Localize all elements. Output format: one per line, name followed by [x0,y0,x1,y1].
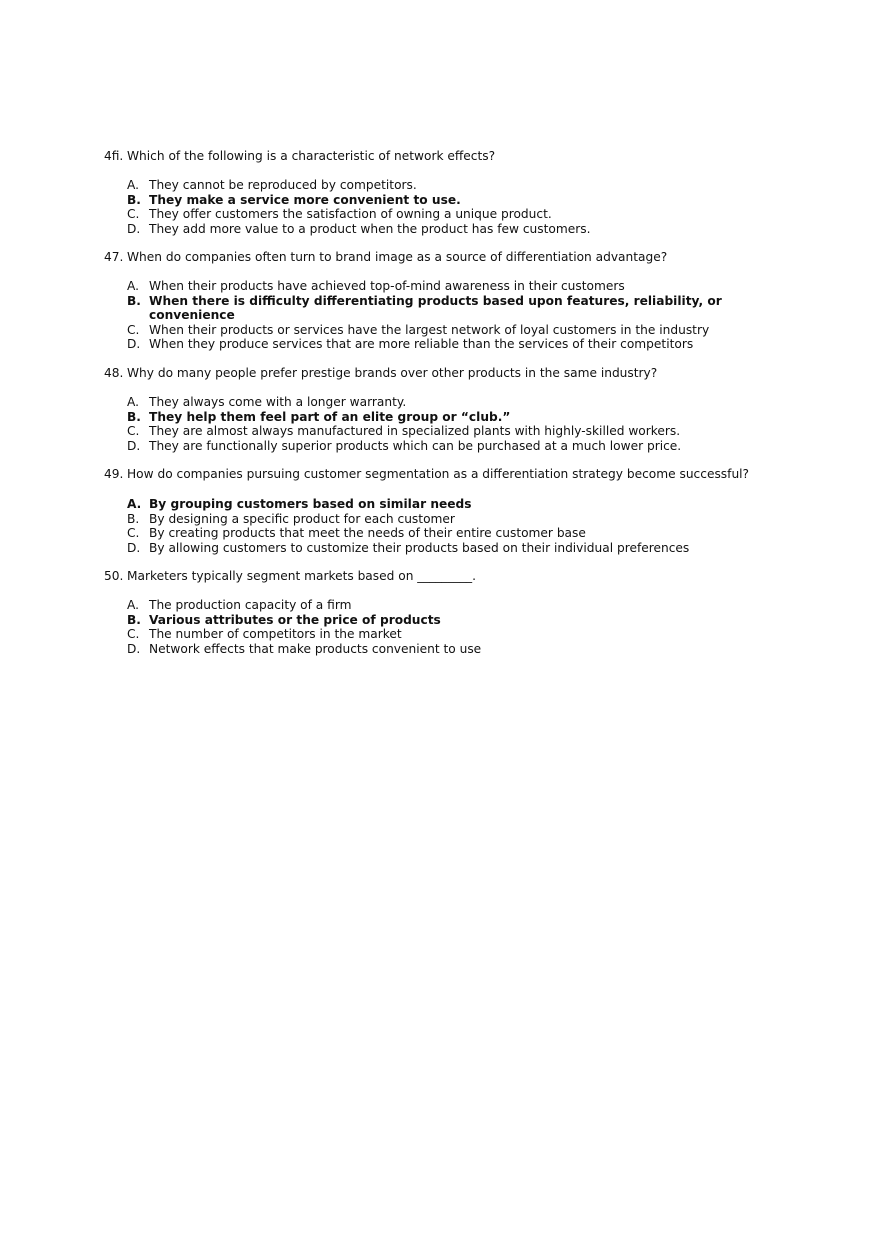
option-text: They are almost always manufactured in specialized plants with highly-skilled workers. [149,424,681,439]
option-text: They make a service more convenient to use. [149,192,461,207]
option-b-correct [127,294,804,323]
option-letter: A. [127,279,139,293]
option-text: When there is difficulty differentiating products based upon features, reliability, or convenience [149,293,722,323]
option-text: They offer customers the satisfaction of owning a unique product. [149,207,552,222]
option-letter: C. [127,424,140,439]
option-c [127,424,804,439]
option-letter: A. [127,395,139,409]
option-letter: A. [127,178,139,192]
question-text: When do companies often turn to brand image as a source of differentiation advantage? [127,250,668,264]
answer-options [104,395,804,453]
option-c [127,207,804,222]
option-letter: D. [127,641,141,656]
option-text: When their products have achieved top-of-mind awareness in their customers [149,279,625,293]
option-d [127,439,804,454]
option-b-correct [127,613,804,628]
option-text: They add more value to a product when the product has few customers. [149,221,591,236]
question-number: 47. [104,250,124,264]
option-text: By allowing customers to customize their products based on their individual preferences [149,540,690,555]
question-47 [104,250,804,352]
answer-options [104,598,804,656]
option-a [127,395,804,410]
option-text: By designing a specific product for each customer [149,511,455,526]
option-text: The production capacity of a firm [149,598,352,612]
option-letter: C. [127,627,140,642]
option-letter: D. [127,337,141,352]
answer-options [104,178,804,236]
question-number: 48. [104,366,124,380]
option-text: By creating products that meet the needs of their entire customer base [149,526,586,541]
option-letter: D. [127,540,141,555]
option-b-correct [127,410,804,425]
question-number: 4fi. [104,149,124,163]
option-a-correct [127,497,804,512]
option-b [127,512,804,527]
question-stem [104,250,804,265]
option-letter: C. [127,526,140,541]
option-letter: C. [127,207,140,222]
option-letter: B. [127,293,141,308]
option-a [127,279,804,294]
option-text: Network effects that make products convenient to use [149,641,482,656]
option-d [127,541,804,556]
question-text: Why do many people prefer prestige brands over other products in the same industry? [127,366,658,380]
option-d [127,642,804,657]
question-stem [104,569,804,584]
option-text: They always come with a longer warranty. [149,395,407,409]
option-a [127,598,804,613]
option-letter: B. [127,511,140,526]
option-text: They help them feel part of an elite group or “club.” [149,409,511,424]
question-49 [104,467,804,555]
option-text: They cannot be reproduced by competitors. [149,178,417,192]
question-46 [104,149,804,236]
question-48 [104,366,804,453]
question-stem [104,467,804,482]
option-c [127,323,804,338]
option-a [127,178,804,193]
option-d [127,337,804,352]
option-c [127,526,804,541]
option-letter: A. [127,598,139,612]
option-b-correct [127,193,804,208]
question-text: Marketers typically segment markets based on _________. [127,569,477,583]
option-text: The number of competitors in the market [149,627,402,642]
option-text: They are functionally superior products which can be purchased at a much lower price. [149,438,682,453]
option-text: By grouping customers based on similar needs [149,497,472,511]
option-text: Various attributes or the price of products [149,612,441,627]
option-letter: D. [127,438,141,453]
option-text: When they produce services that are more reliable than the services of their competitors [149,337,694,352]
option-d [127,222,804,237]
option-letter: B. [127,409,141,424]
option-letter: B. [127,192,141,207]
option-letter: C. [127,322,140,337]
option-c [127,627,804,642]
question-number: 50. [104,569,124,583]
option-letter: D. [127,221,141,236]
question-50 [104,569,804,656]
question-stem [104,366,804,381]
question-text: How do companies pursuing customer segmentation as a differentiation strategy become successful? [127,467,750,481]
answer-options [104,279,804,352]
question-text: Which of the following is a characteristic of network effects? [127,149,496,163]
option-text: When their products or services have the largest network of loyal customers in the industry [149,322,710,337]
question-number: 49. [104,467,124,481]
option-letter: B. [127,612,141,627]
option-letter: A. [127,497,142,511]
answer-options [104,497,804,555]
question-stem [104,149,804,164]
